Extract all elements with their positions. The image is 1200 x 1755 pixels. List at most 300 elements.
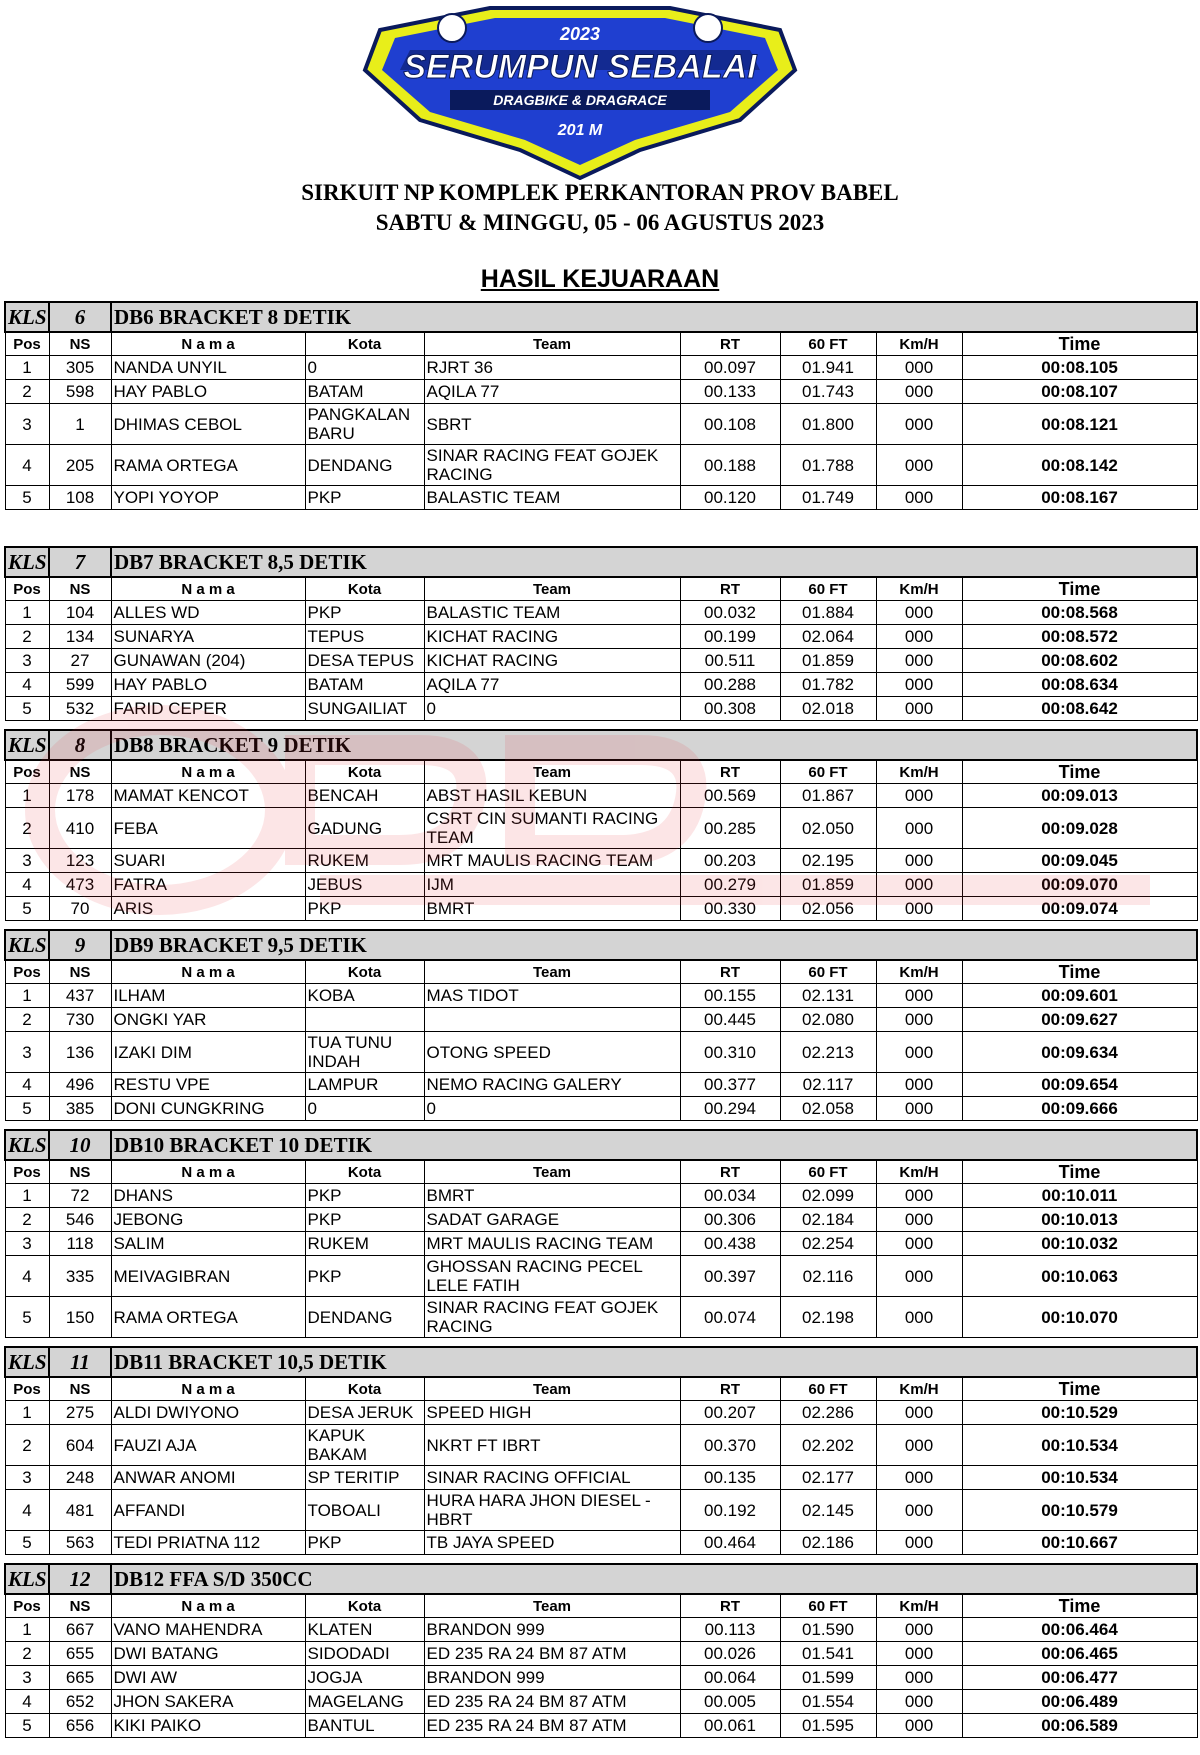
cell-kota: LAMPUR: [305, 1073, 424, 1097]
cell-team: IJM: [424, 873, 680, 897]
cell-kota: RUKEM: [305, 849, 424, 873]
cell-rt: 00.203: [680, 849, 780, 873]
class-number: 10: [49, 1130, 111, 1160]
cell-ns: 665: [49, 1666, 111, 1690]
column-header-rt: RT: [680, 577, 780, 601]
column-header-kota: Kota: [305, 332, 424, 356]
cell-kmh: 000: [876, 1008, 962, 1032]
cell-ns: 118: [49, 1232, 111, 1256]
cell-kmh: 000: [876, 404, 962, 445]
cell-pos: 2: [5, 808, 49, 849]
cell-kota: PKP: [305, 1208, 424, 1232]
cell-ft60: 01.743: [780, 380, 876, 404]
column-header-kmh: Km/H: [876, 960, 962, 984]
cell-ns: 123: [49, 849, 111, 873]
column-header-ft60: 60 FT: [780, 760, 876, 784]
table-row: [5, 1208, 1197, 1232]
cell-ns: 655: [49, 1642, 111, 1666]
cell-team: MAS TIDOT: [424, 984, 680, 1008]
cell-pos: 5: [5, 1097, 49, 1121]
cell-ft60: 02.286: [780, 1401, 876, 1425]
cell-kmh: 000: [876, 1466, 962, 1490]
cell-rt: 00.120: [680, 486, 780, 510]
column-header-team: Team: [424, 332, 680, 356]
column-header-pos: Pos: [5, 760, 49, 784]
cell-nama: HAY PABLO: [111, 380, 305, 404]
cell-kota: PKP: [305, 1531, 424, 1555]
cell-nama: VANO MAHENDRA: [111, 1618, 305, 1642]
class-number: 9: [49, 930, 111, 960]
column-header-ft60: 60 FT: [780, 1594, 876, 1618]
column-header-kota: Kota: [305, 1594, 424, 1618]
cell-ft60: 01.599: [780, 1666, 876, 1690]
column-header-row: [5, 332, 1197, 356]
cell-time: 00:10.013: [962, 1208, 1197, 1232]
column-header-team: Team: [424, 960, 680, 984]
cell-ns: 410: [49, 808, 111, 849]
cell-kota: TOBOALI: [305, 1490, 424, 1531]
cell-kmh: 000: [876, 1531, 962, 1555]
cell-ft60: 01.782: [780, 673, 876, 697]
cell-time: 00:09.013: [962, 784, 1197, 808]
cell-ft60: 02.058: [780, 1097, 876, 1121]
cell-ft60: 02.064: [780, 625, 876, 649]
cell-ns: 546: [49, 1208, 111, 1232]
cell-rt: 00.377: [680, 1073, 780, 1097]
cell-ft60: 01.749: [780, 486, 876, 510]
cell-rt: 00.294: [680, 1097, 780, 1121]
cell-ft60: 02.202: [780, 1425, 876, 1466]
cell-kota: 0: [305, 1097, 424, 1121]
column-header-kmh: Km/H: [876, 577, 962, 601]
cell-kota: RUKEM: [305, 1232, 424, 1256]
cell-pos: 4: [5, 1690, 49, 1714]
cell-time: 00:10.534: [962, 1466, 1197, 1490]
cell-ns: 136: [49, 1032, 111, 1073]
cell-time: 00:06.489: [962, 1690, 1197, 1714]
cell-team: [424, 1008, 680, 1032]
cell-kmh: 000: [876, 1073, 962, 1097]
column-header-kmh: Km/H: [876, 1377, 962, 1401]
svg-text:201 M: 201 M: [557, 122, 603, 139]
cell-kota: BENCAH: [305, 784, 424, 808]
svg-text:DRAGBIKE & DRAGRACE: DRAGBIKE & DRAGRACE: [493, 92, 667, 108]
column-header-nama: N a m a: [111, 1377, 305, 1401]
cell-kmh: 000: [876, 984, 962, 1008]
column-header-pos: Pos: [5, 1160, 49, 1184]
cell-time: 00:09.666: [962, 1097, 1197, 1121]
cell-nama: JEBONG: [111, 1208, 305, 1232]
cell-ns: 248: [49, 1466, 111, 1490]
cell-time: 00:09.634: [962, 1032, 1197, 1073]
cell-kota: GADUNG: [305, 808, 424, 849]
table-row: [5, 486, 1197, 510]
column-header-ft60: 60 FT: [780, 1160, 876, 1184]
table-row: [5, 404, 1197, 445]
cell-rt: 00.445: [680, 1008, 780, 1032]
cell-pos: 3: [5, 1466, 49, 1490]
cell-kmh: 000: [876, 1690, 962, 1714]
cell-time: 00:08.167: [962, 486, 1197, 510]
column-header-ns: NS: [49, 960, 111, 984]
cell-kmh: 000: [876, 1425, 962, 1466]
cell-kota: SIDODADI: [305, 1642, 424, 1666]
cell-time: 00:08.642: [962, 697, 1197, 721]
svg-text:2023: 2023: [559, 24, 601, 44]
class-header: [5, 1347, 1197, 1377]
cell-pos: 5: [5, 1714, 49, 1738]
cell-time: 00:08.634: [962, 673, 1197, 697]
class-number: 12: [49, 1564, 111, 1594]
cell-kota: BANTUL: [305, 1714, 424, 1738]
cell-pos: 4: [5, 873, 49, 897]
cell-pos: 2: [5, 1642, 49, 1666]
cell-kota: TEPUS: [305, 625, 424, 649]
cell-ns: 27: [49, 649, 111, 673]
cell-kota: SUNGAILIAT: [305, 697, 424, 721]
column-header-kmh: Km/H: [876, 760, 962, 784]
svg-text:SERUMPUN SEBALAI: SERUMPUN SEBALAI: [403, 48, 757, 86]
cell-time: 00:08.142: [962, 445, 1197, 486]
column-header-ft60: 60 FT: [780, 960, 876, 984]
cell-kota: DESA TEPUS: [305, 649, 424, 673]
column-header-kota: Kota: [305, 760, 424, 784]
cell-rt: 00.074: [680, 1297, 780, 1338]
cell-ft60: 02.254: [780, 1232, 876, 1256]
column-header-ns: NS: [49, 760, 111, 784]
cell-rt: 00.064: [680, 1666, 780, 1690]
cell-ft60: 01.788: [780, 445, 876, 486]
cell-kmh: 000: [876, 849, 962, 873]
cell-kmh: 000: [876, 1401, 962, 1425]
cell-pos: 5: [5, 1531, 49, 1555]
cell-pos: 4: [5, 1490, 49, 1531]
cell-kmh: 000: [876, 873, 962, 897]
cell-kmh: 000: [876, 897, 962, 921]
cell-team: KICHAT RACING: [424, 625, 680, 649]
column-header-nama: N a m a: [111, 960, 305, 984]
cell-time: 00:09.654: [962, 1073, 1197, 1097]
cell-team: SPEED HIGH: [424, 1401, 680, 1425]
cell-rt: 00.108: [680, 404, 780, 445]
cell-kota: MAGELANG: [305, 1690, 424, 1714]
cell-ns: 652: [49, 1690, 111, 1714]
cell-rt: 00.464: [680, 1531, 780, 1555]
class-table: [4, 929, 1198, 1121]
cell-ns: 604: [49, 1425, 111, 1466]
column-header-ft60: 60 FT: [780, 1377, 876, 1401]
cell-ns: 205: [49, 445, 111, 486]
column-header-ns: NS: [49, 332, 111, 356]
table-row: [5, 1714, 1197, 1738]
class-name: DB6 BRACKET 8 DETIK: [111, 302, 1197, 332]
column-header-pos: Pos: [5, 1377, 49, 1401]
cell-kmh: 000: [876, 1666, 962, 1690]
cell-time: 00:10.070: [962, 1297, 1197, 1338]
table-row: [5, 849, 1197, 873]
cell-rt: 00.370: [680, 1425, 780, 1466]
cell-nama: TEDI PRIATNA 112: [111, 1531, 305, 1555]
column-header-team: Team: [424, 577, 680, 601]
cell-nama: MEIVAGIBRAN: [111, 1256, 305, 1297]
cell-kmh: 000: [876, 697, 962, 721]
cell-nama: ANWAR ANOMI: [111, 1466, 305, 1490]
cell-time: 00:06.465: [962, 1642, 1197, 1666]
table-row: [5, 1490, 1197, 1531]
class-kls-label: KLS: [5, 730, 49, 760]
cell-time: 00:09.074: [962, 897, 1197, 921]
column-header-ft60: 60 FT: [780, 577, 876, 601]
cell-ft60: 02.080: [780, 1008, 876, 1032]
cell-team: SADAT GARAGE: [424, 1208, 680, 1232]
cell-nama: ILHAM: [111, 984, 305, 1008]
cell-nama: RAMA ORTEGA: [111, 445, 305, 486]
cell-team: BMRT: [424, 1184, 680, 1208]
table-row: [5, 673, 1197, 697]
table-row: [5, 1032, 1197, 1073]
cell-kmh: 000: [876, 1297, 962, 1338]
page-title: HASIL KEJUARAAN: [480, 265, 720, 293]
cell-team: SINAR RACING FEAT GOJEK RACING: [424, 445, 680, 486]
cell-nama: GUNAWAN (204): [111, 649, 305, 673]
cell-kmh: 000: [876, 1208, 962, 1232]
cell-nama: ALDI DWIYONO: [111, 1401, 305, 1425]
cell-team: SINAR RACING FEAT GOJEK RACING: [424, 1297, 680, 1338]
cell-nama: IZAKI DIM: [111, 1032, 305, 1073]
cell-nama: ONGKI YAR: [111, 1008, 305, 1032]
cell-ns: 72: [49, 1184, 111, 1208]
cell-kmh: 000: [876, 1618, 962, 1642]
cell-pos: 2: [5, 380, 49, 404]
cell-ft60: 01.884: [780, 601, 876, 625]
table-row: [5, 697, 1197, 721]
cell-time: 00:09.601: [962, 984, 1197, 1008]
cell-time: 00:06.477: [962, 1666, 1197, 1690]
cell-kota: SP TERITIP: [305, 1466, 424, 1490]
cell-team: ABST HASIL KEBUN: [424, 784, 680, 808]
class-name: DB10 BRACKET 10 DETIK: [111, 1130, 1197, 1160]
cell-team: AQILA 77: [424, 380, 680, 404]
cell-time: 00:08.568: [962, 601, 1197, 625]
column-header-rt: RT: [680, 1594, 780, 1618]
cell-team: ED 235 RA 24 BM 87 ATM: [424, 1690, 680, 1714]
cell-ft60: 02.116: [780, 1256, 876, 1297]
results-container: [4, 301, 1198, 1738]
cell-pos: 5: [5, 897, 49, 921]
cell-rt: 00.207: [680, 1401, 780, 1425]
column-header-row: [5, 1377, 1197, 1401]
cell-kota: PKP: [305, 601, 424, 625]
cell-time: 00:06.589: [962, 1714, 1197, 1738]
class-number: 6: [49, 302, 111, 332]
cell-pos: 3: [5, 1032, 49, 1073]
table-row: [5, 445, 1197, 486]
cell-pos: 2: [5, 625, 49, 649]
cell-ns: 385: [49, 1097, 111, 1121]
class-name: DB9 BRACKET 9,5 DETIK: [111, 930, 1197, 960]
cell-nama: DHIMAS CEBOL: [111, 404, 305, 445]
cell-team: 0: [424, 1097, 680, 1121]
cell-nama: FARID CEPER: [111, 697, 305, 721]
cell-kmh: 000: [876, 1184, 962, 1208]
cell-nama: SUARI: [111, 849, 305, 873]
column-header-team: Team: [424, 760, 680, 784]
cell-nama: DHANS: [111, 1184, 305, 1208]
cell-pos: 1: [5, 356, 49, 380]
cell-kota: [305, 1008, 424, 1032]
cell-kota: PKP: [305, 897, 424, 921]
cell-nama: DONI CUNGKRING: [111, 1097, 305, 1121]
table-row: [5, 1642, 1197, 1666]
table-row: [5, 1401, 1197, 1425]
table-row: [5, 1666, 1197, 1690]
cell-nama: HAY PABLO: [111, 673, 305, 697]
cell-kmh: 000: [876, 1256, 962, 1297]
cell-kmh: 000: [876, 625, 962, 649]
table-row: [5, 897, 1197, 921]
cell-time: 00:09.028: [962, 808, 1197, 849]
class-kls-label: KLS: [5, 302, 49, 332]
cell-time: 00:10.032: [962, 1232, 1197, 1256]
column-header-ns: NS: [49, 1160, 111, 1184]
cell-kota: 0: [305, 356, 424, 380]
table-row: [5, 1531, 1197, 1555]
cell-team: NEMO RACING GALERY: [424, 1073, 680, 1097]
cell-time: 00:10.579: [962, 1490, 1197, 1531]
event-logo: [340, 0, 820, 180]
cell-nama: NANDA UNYIL: [111, 356, 305, 380]
column-header-ft60: 60 FT: [780, 332, 876, 356]
cell-kota: KOBA: [305, 984, 424, 1008]
cell-ft60: 02.177: [780, 1466, 876, 1490]
cell-team: GHOSSAN RACING PECEL LELE FATIH: [424, 1256, 680, 1297]
cell-rt: 00.285: [680, 808, 780, 849]
cell-pos: 3: [5, 1666, 49, 1690]
cell-team: BRANDON 999: [424, 1618, 680, 1642]
cell-kmh: 000: [876, 1032, 962, 1073]
cell-time: 00:06.464: [962, 1618, 1197, 1642]
cell-ns: 473: [49, 873, 111, 897]
table-row: [5, 1184, 1197, 1208]
class-number: 7: [49, 547, 111, 577]
column-header-row: [5, 960, 1197, 984]
cell-ns: 496: [49, 1073, 111, 1097]
cell-team: ED 235 RA 24 BM 87 ATM: [424, 1714, 680, 1738]
cell-rt: 00.569: [680, 784, 780, 808]
cell-time: 00:10.529: [962, 1401, 1197, 1425]
table-row: [5, 625, 1197, 649]
cell-ft60: 01.541: [780, 1642, 876, 1666]
cell-nama: MAMAT KENCOT: [111, 784, 305, 808]
cell-pos: 1: [5, 984, 49, 1008]
cell-kmh: 000: [876, 445, 962, 486]
cell-pos: 1: [5, 601, 49, 625]
column-header-kota: Kota: [305, 577, 424, 601]
cell-team: MRT MAULIS RACING TEAM: [424, 849, 680, 873]
column-header-row: [5, 760, 1197, 784]
cell-pos: 4: [5, 1073, 49, 1097]
cell-team: HURA HARA JHON DIESEL - HBRT: [424, 1490, 680, 1531]
cell-rt: 00.188: [680, 445, 780, 486]
cell-kota: KLATEN: [305, 1618, 424, 1642]
cell-rt: 00.155: [680, 984, 780, 1008]
cell-team: BMRT: [424, 897, 680, 921]
class-table: [4, 301, 1198, 510]
cell-nama: FEBA: [111, 808, 305, 849]
cell-kmh: 000: [876, 601, 962, 625]
class-header: [5, 1564, 1197, 1594]
column-header-time: Time: [962, 1594, 1197, 1618]
cell-nama: YOPI YOYOP: [111, 486, 305, 510]
column-header-team: Team: [424, 1594, 680, 1618]
cell-nama: RAMA ORTEGA: [111, 1297, 305, 1338]
cell-kmh: 000: [876, 673, 962, 697]
cell-rt: 00.397: [680, 1256, 780, 1297]
cell-rt: 00.032: [680, 601, 780, 625]
cell-kota: PKP: [305, 486, 424, 510]
cell-rt: 00.310: [680, 1032, 780, 1073]
cell-ft60: 02.050: [780, 808, 876, 849]
cell-ft60: 01.859: [780, 649, 876, 673]
cell-nama: FAUZI AJA: [111, 1425, 305, 1466]
class-table: [4, 1563, 1198, 1738]
cell-ft60: 02.198: [780, 1297, 876, 1338]
cell-nama: ALLES WD: [111, 601, 305, 625]
cell-nama: DWI AW: [111, 1666, 305, 1690]
cell-team: KICHAT RACING: [424, 649, 680, 673]
column-header-pos: Pos: [5, 332, 49, 356]
class-header: [5, 302, 1197, 332]
cell-kmh: 000: [876, 486, 962, 510]
column-header-nama: N a m a: [111, 760, 305, 784]
cell-pos: 3: [5, 849, 49, 873]
cell-ft60: 02.186: [780, 1531, 876, 1555]
cell-ft60: 02.099: [780, 1184, 876, 1208]
cell-team: TB JAYA SPEED: [424, 1531, 680, 1555]
cell-team: BRANDON 999: [424, 1666, 680, 1690]
cell-team: BALASTIC TEAM: [424, 601, 680, 625]
class-header: [5, 1130, 1197, 1160]
table-row: [5, 649, 1197, 673]
class-number: 8: [49, 730, 111, 760]
cell-rt: 00.113: [680, 1618, 780, 1642]
cell-ns: 481: [49, 1490, 111, 1531]
cell-team: ED 235 RA 24 BM 87 ATM: [424, 1642, 680, 1666]
cell-time: 00:10.011: [962, 1184, 1197, 1208]
column-header-kota: Kota: [305, 960, 424, 984]
cell-kota: JEBUS: [305, 873, 424, 897]
cell-ft60: 02.184: [780, 1208, 876, 1232]
cell-rt: 00.199: [680, 625, 780, 649]
cell-ns: 70: [49, 897, 111, 921]
class-kls-label: KLS: [5, 930, 49, 960]
cell-nama: JHON SAKERA: [111, 1690, 305, 1714]
cell-ft60: 01.554: [780, 1690, 876, 1714]
cell-kota: PKP: [305, 1256, 424, 1297]
column-header-ns: NS: [49, 1594, 111, 1618]
class-kls-label: KLS: [5, 547, 49, 577]
cell-kota: DENDANG: [305, 445, 424, 486]
cell-time: 00:08.105: [962, 356, 1197, 380]
column-header-time: Time: [962, 1160, 1197, 1184]
cell-ft60: 02.195: [780, 849, 876, 873]
column-header-nama: N a m a: [111, 1594, 305, 1618]
column-header-kota: Kota: [305, 1160, 424, 1184]
cell-nama: ARIS: [111, 897, 305, 921]
cell-ns: 335: [49, 1256, 111, 1297]
cell-nama: DWI BATANG: [111, 1642, 305, 1666]
cell-kmh: 000: [876, 1097, 962, 1121]
